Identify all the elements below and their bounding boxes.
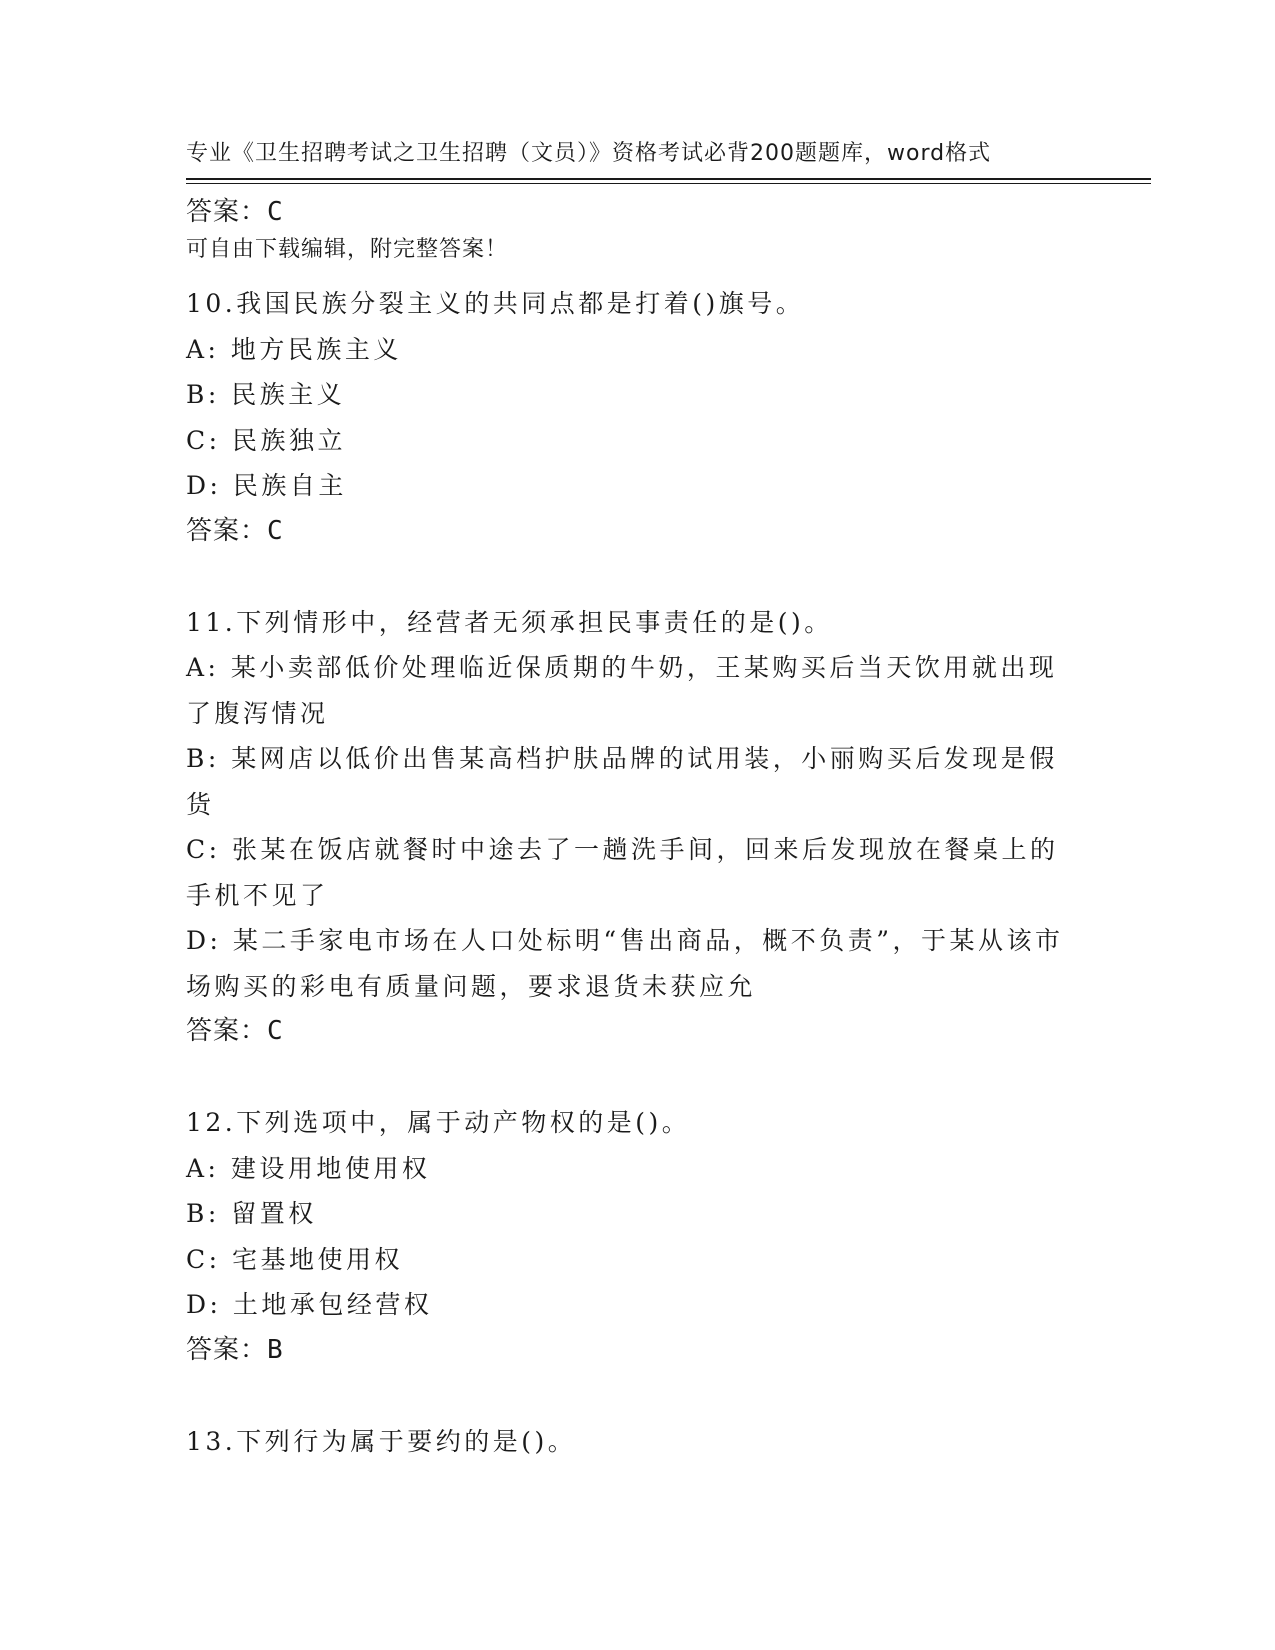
spacer — [186, 234, 1066, 281]
question-option: B: 某网店以低价出售某高档护肤品牌的试用装，小丽购买后发现是假货 — [186, 744, 1058, 819]
question-option: C: 张某在饭店就餐时中途去了一趟洗手间，回来后发现放在餐桌上的手机不见了 — [186, 835, 1059, 910]
question-block — [186, 1100, 1066, 1419]
answer-line — [186, 1009, 1066, 1053]
question-stem: 12.下列选项中，属于动产物权的是()。 — [186, 1108, 691, 1137]
answer-value: B — [267, 1334, 284, 1365]
question-block — [186, 600, 1066, 1101]
answer-line — [186, 509, 1066, 553]
question-stem: 11.下列情形中，经营者无须承担民事责任的是()。 — [186, 607, 833, 637]
question-option: C: 民族独立 — [186, 425, 346, 455]
question-option: A: 建设用地使用权 — [186, 1153, 431, 1183]
spacer — [186, 1372, 1066, 1419]
question-option: A: 地方民族主义 — [186, 334, 402, 364]
spacer — [186, 553, 1066, 600]
question-option: B: 民族主义 — [186, 380, 346, 409]
question-stem: 10.我国民族分裂主义的共同点都是打着()旗号。 — [186, 289, 805, 318]
header-line-2: 可自由下载编辑，附完整答案！ — [186, 237, 509, 262]
header-divider — [186, 178, 1151, 184]
question-option: D: 民族自主 — [186, 471, 347, 500]
spacer — [186, 1053, 1066, 1100]
question-stem: 13.下列行为属于要约的是()。 — [186, 1426, 577, 1456]
answer-line — [186, 1328, 1066, 1372]
question-option: D: 土地承包经营权 — [186, 1290, 433, 1319]
answer-label: 答案： — [186, 515, 268, 546]
question-block — [186, 281, 1066, 600]
answer-label: 答案： — [186, 1334, 268, 1365]
header-line-1: 专业《卫生招聘考试之卫生招聘（文员）》资格考试必背200题题库，word格式 — [186, 141, 992, 166]
answer-value: C — [267, 197, 284, 227]
answer-label: 答案： — [186, 197, 268, 227]
question-option: A: 某小卖部低价处理临近保质期的牛奶，王某购买后当天饮用就出现了腹泻情况 — [186, 653, 1058, 728]
answer-value: C — [267, 515, 284, 546]
answer-line — [186, 190, 1066, 234]
question-option: C: 宅基地使用权 — [186, 1244, 403, 1274]
question-option: B: 留置权 — [186, 1199, 317, 1228]
question-block — [186, 1419, 1066, 1465]
question-list — [186, 281, 1066, 1464]
answer-value: C — [267, 1016, 284, 1046]
question-option: D: 某二手家电市场在人口处标明“售出商品，概不负责”，于某从该市场购买的彩电有质量问题，要求退货未获应允 — [186, 926, 1064, 1001]
document-body — [186, 190, 1066, 1464]
answer-label: 答案： — [186, 1016, 268, 1046]
